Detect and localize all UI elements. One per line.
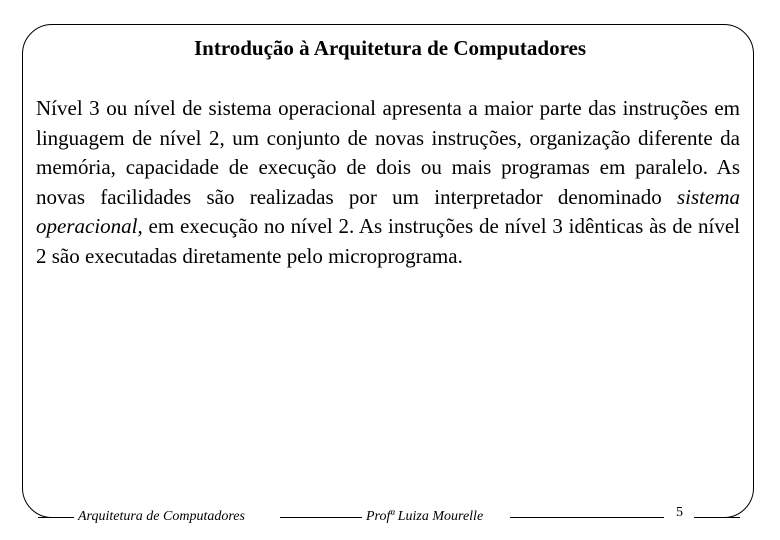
footer-rule-right (698, 517, 740, 518)
slide-body-text (36, 94, 740, 272)
page-number: 5 (676, 505, 683, 520)
slide-title: Introdução à Arquitetura de Computadores (193, 36, 587, 60)
body-text-part-1: Nível 3 ou nível de sistema operacional apresenta a maior parte das instruções em linguagem de nível 2, um conjunto de novas instruções, organização diferente da memória, capacidade de execução de dois ou mais programas em paralelo. As novas facilidades são realizadas por um interpretador denominado (36, 96, 740, 209)
footer-rule-center (512, 517, 660, 518)
body-text-part-2: , em execução no nível 2. As instruções de nível 3 idênticas às de nível 2 são executadas diretamente pelo microprograma. (36, 214, 740, 268)
footer-course-name: Arquitetura de Computadores (78, 509, 245, 524)
footer-author: Profª Luiza Mourelle (366, 509, 484, 524)
footer-rule-left (38, 517, 72, 518)
body-text-emphasis: sistema operacional (36, 184, 740, 239)
